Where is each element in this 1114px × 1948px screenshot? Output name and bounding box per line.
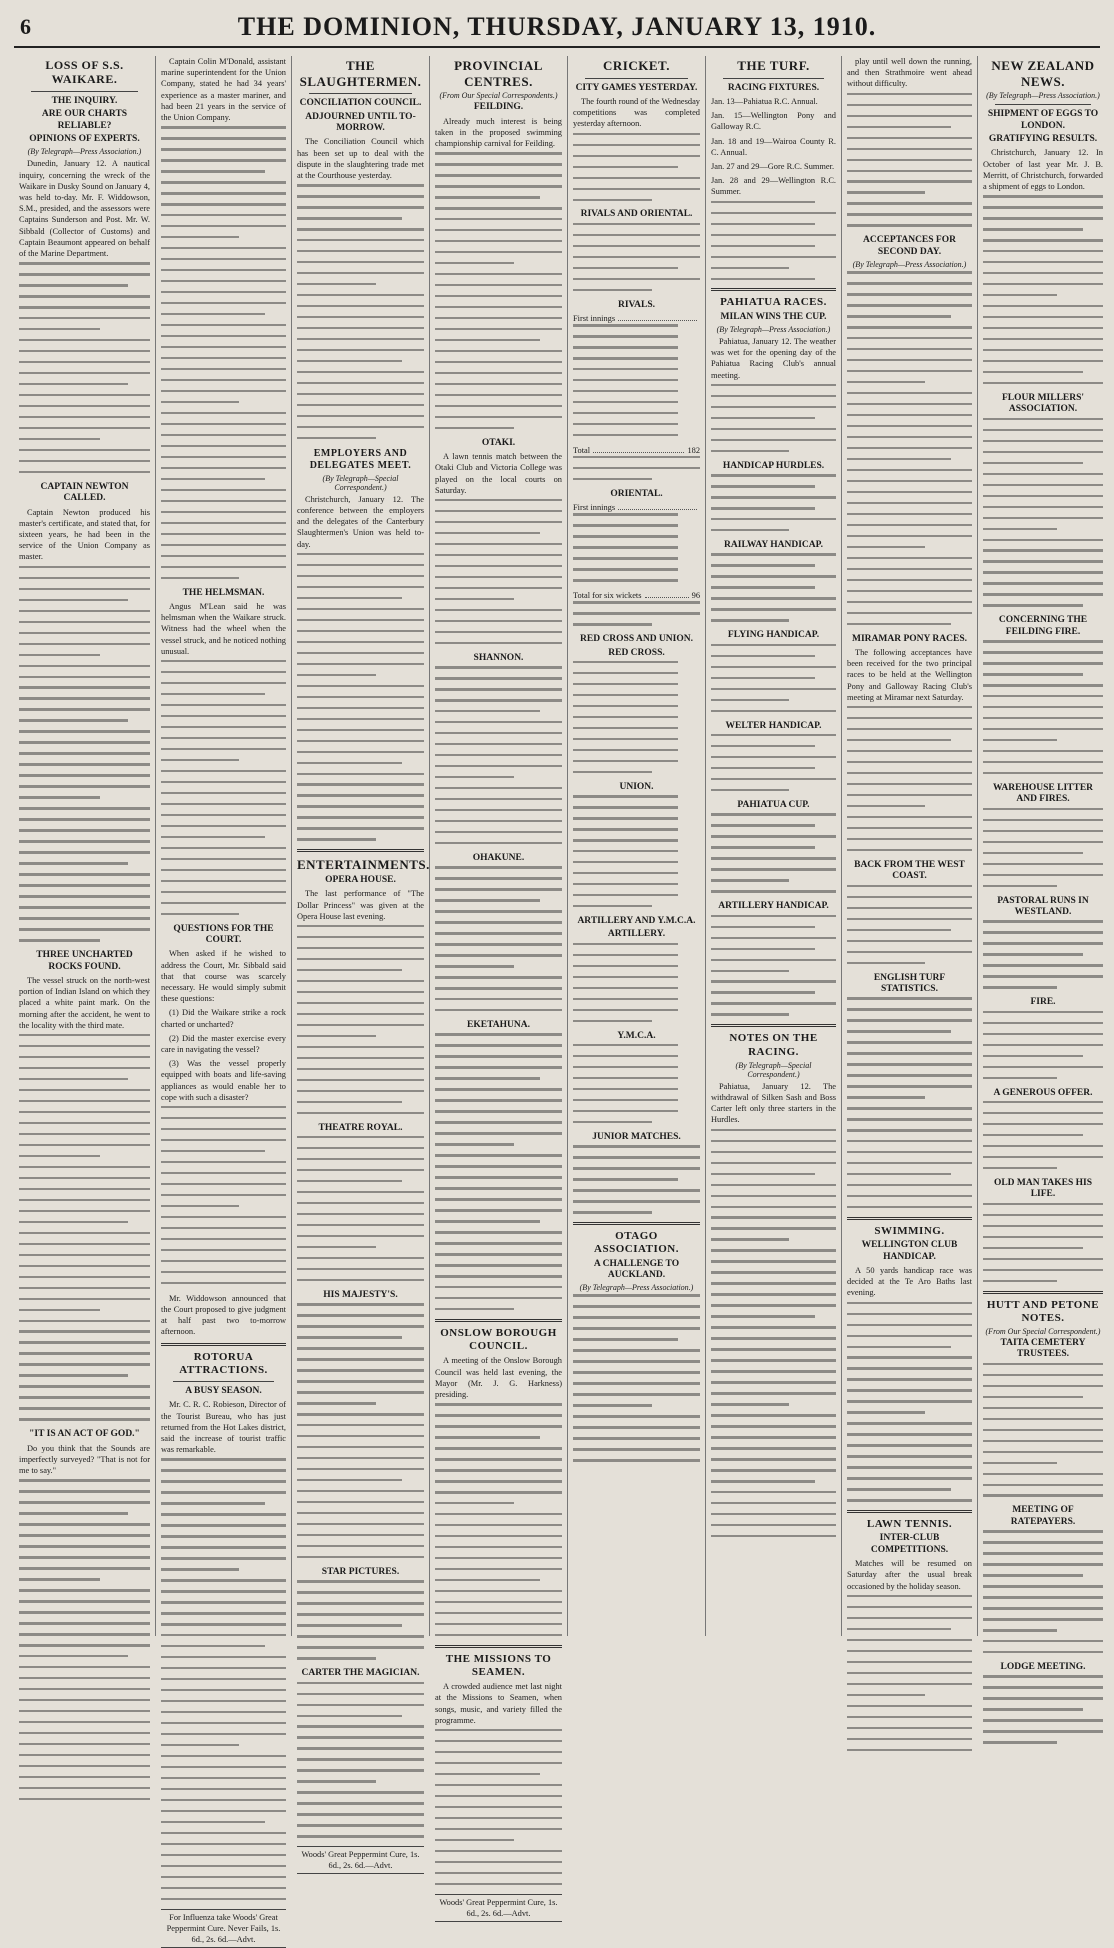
- article-subhead: ACCEPTANCES FOR SECOND DAY.: [863, 235, 956, 257]
- score-row: [573, 502, 700, 513]
- article-headline: ROTORUA ATTRACTIONS.: [179, 1350, 268, 1376]
- text-block: [161, 1106, 286, 1284]
- text-block: [847, 1595, 972, 1751]
- article-subhead: CAPTAIN NEWTON CALLED.: [40, 481, 129, 504]
- team-name: Y.M.C.A.: [617, 1030, 656, 1041]
- article-paragraph: Pahiatua, January 12. The weather was wet for the opening day of the Pahiatua Racing Club's annual meeting.: [711, 337, 836, 380]
- article-headline: THE SLAUGHTERMEN.: [299, 58, 422, 89]
- article-paragraph: Captain Newton produced his master's certificate, and stated that, for sixteen years, he had been in the service of the Union Company as master.: [19, 507, 150, 562]
- article-subhead: THEATRE ROYAL.: [318, 1122, 403, 1133]
- article-subhead: JUNIOR MATCHES.: [592, 1131, 681, 1142]
- article-subhead: RIVALS AND ORIENTAL.: [580, 209, 693, 220]
- article-subhead: MIRAMAR PONY RACES.: [852, 633, 967, 644]
- text-block: [19, 262, 150, 473]
- text-block: [435, 499, 562, 644]
- article-subhead: HIS MAJESTY'S.: [323, 1289, 398, 1300]
- column-8: [978, 56, 1108, 1673]
- article-subhead: OHAKUNE.: [472, 852, 525, 863]
- byline: (From Our Special Correspondents.): [439, 91, 558, 101]
- article-headline: CRICKET.: [603, 58, 670, 73]
- article-paragraph: The last performance of "The Dollar Princess" was given at the Opera House last evening.: [297, 889, 424, 921]
- article-headline: LAWN TENNIS.: [866, 1518, 953, 1531]
- byline: (By Telegraph—Press Association.): [716, 325, 831, 335]
- article-paragraph: A meeting of the Onslow Borough Council was held last evening, the Mayor (Mr. J. G. Harkness) presiding.: [435, 1356, 562, 1400]
- article-subhead: ARTILLERY AND Y.M.C.A.: [577, 916, 696, 926]
- byline: (From Our Special Correspondent.): [985, 1326, 1101, 1336]
- article-subhead: A CHALLENGE TO AUCKLAND.: [593, 1258, 680, 1280]
- article-subhead: A GENEROUS OFFER.: [993, 1087, 1093, 1098]
- team-name: UNION.: [619, 781, 654, 792]
- score-total-row: [573, 590, 700, 601]
- text-block: [847, 271, 972, 625]
- article-subhead: A BUSY SEASON.: [185, 1385, 262, 1396]
- innings-label: First innings: [573, 503, 616, 513]
- article-paragraph: The fourth round of the Wednesday competitions was completed yesterday afternoon.: [573, 96, 700, 129]
- article-subhead: SHANNON.: [473, 652, 524, 663]
- article-paragraph: Mr. Widdowson announced that the Court proposed to give judgment at half past two to-morrow afternoon.: [161, 1293, 286, 1337]
- text-block: [983, 1101, 1103, 1169]
- article-subhead: THE INQUIRY.: [51, 95, 118, 106]
- column-6: [706, 56, 842, 1636]
- column-4: [430, 56, 568, 1918]
- bowling-lines: [573, 601, 700, 625]
- race-title: ARTILLERY HANDICAP.: [718, 901, 829, 912]
- scorecard-lines: [573, 513, 700, 581]
- article-headline: PROVINCIAL CENTRES.: [454, 58, 543, 89]
- text-block: [983, 195, 1103, 384]
- race-title: PAHIATUA CUP.: [737, 799, 810, 810]
- text-block: [983, 1530, 1103, 1653]
- text-block: [847, 706, 972, 851]
- article-headline: ONSLOW BOROUGH COUNCIL.: [440, 1327, 557, 1353]
- article-subhead: FIRE.: [1030, 997, 1056, 1008]
- article-paragraph: A lawn tennis match between the Otaki Club and Victoria College was played on the local courts on Saturday.: [435, 452, 562, 495]
- article-subhead: CARTER THE MAGICIAN.: [301, 1668, 420, 1679]
- byline: (By Telegraph—Press Association.): [986, 91, 1100, 101]
- text-block: [573, 1294, 700, 1461]
- article-paragraph: Mr. C. R. C. Robieson, Director of the Tourist Bureau, who has just returned from the Hot Lakes district, said the increase of tourist traffic was remarkable.: [161, 1400, 286, 1455]
- article-subhead: OLD MAN TAKES HIS LIFE.: [993, 1177, 1093, 1200]
- article-subhead: MEETING OF RATEPAYERS.: [1010, 1505, 1076, 1527]
- text-block: [19, 566, 150, 942]
- article-headline: LOSS OF S.S. WAIKARE.: [45, 58, 124, 87]
- text-block: [983, 1203, 1103, 1282]
- race-results: [711, 553, 836, 621]
- masthead: [14, 12, 1100, 48]
- article-subhead: GRATIFYING RESULTS.: [988, 133, 1098, 144]
- text-block: [435, 152, 562, 429]
- newspaper-title: THE DOMINION, THURSDAY, JANUARY 13, 1910.: [237, 12, 877, 41]
- article-paragraph: A crowded audience met last night at the Missions to Seamen, when songs, music, and variety filled the programme.: [435, 1682, 562, 1725]
- article-subhead: INTER-CLUB COMPETITIONS.: [870, 1533, 949, 1555]
- race-title: WELTER HANDICAP.: [725, 720, 822, 731]
- article-subhead: BACK FROM THE WEST COAST.: [854, 859, 965, 882]
- article-paragraph: Do you think that the Sounds are imperfectly surveyed? "That is not for me to say.": [19, 1443, 150, 1476]
- article-headline: SWIMMING.: [874, 1224, 945, 1237]
- byline: (By Telegraph—Press Association.): [27, 147, 142, 157]
- score-total-row: [573, 445, 700, 456]
- innings-label: First innings: [573, 314, 616, 324]
- article-paragraph: The vessel struck on the north-west portion of Indian Island on which they placed a white paint mark. On the morning after the accident, he went to the locality with the third mate.: [19, 975, 150, 1030]
- article-subhead: OPINIONS OF EXPERTS.: [29, 133, 140, 144]
- score-row: [573, 313, 700, 324]
- total-label: Total: [573, 445, 591, 455]
- text-block: [161, 126, 286, 579]
- article-subhead: STAR PICTURES.: [321, 1566, 400, 1577]
- scorecard-lines: [573, 795, 700, 907]
- text-block: [435, 1729, 562, 1885]
- text-block: [983, 640, 1103, 774]
- team-name: RIVALS.: [617, 299, 656, 310]
- team-name: ORIENTAL.: [610, 488, 663, 499]
- byline: (By Telegraph—Press Association.): [852, 260, 967, 270]
- article-paragraph: Already much interest is being taken in the proposed swimming championship carnival for Feilding.: [435, 116, 562, 148]
- text-block: [297, 925, 424, 1114]
- text-block: [983, 1363, 1103, 1497]
- article-paragraph: Matches will be resumed on Saturday after the usual break occasioned by the holiday season.: [847, 1559, 972, 1591]
- article-headline: THE MISSIONS TO SEAMEN.: [445, 1652, 552, 1679]
- article-subhead: SHIPMENT OF EGGS TO LONDON.: [987, 109, 1099, 131]
- text-block: [19, 1479, 150, 1800]
- advertisement: Woods' Great Peppermint Cure, 1s. 6d., 2s. 6d.—Advt.: [435, 1894, 562, 1922]
- article-subhead: FLOUR MILLERS' ASSOCIATION.: [1001, 392, 1085, 415]
- fixture-lines: [711, 201, 836, 280]
- text-block: [161, 1458, 286, 1900]
- article-headline: PAHIATUA RACES.: [720, 296, 827, 309]
- column-5: [568, 56, 706, 1636]
- article-subhead: PASTORAL RUNS IN WESTLAND.: [997, 895, 1089, 918]
- text-block: [573, 133, 700, 201]
- race-results: [711, 915, 836, 1016]
- article-subhead: MILAN WINS THE CUP.: [720, 311, 827, 322]
- text-block: [161, 660, 286, 915]
- article-subhead: LODGE MEETING.: [1000, 1662, 1086, 1673]
- article-subhead: FEILDING.: [473, 102, 524, 113]
- text-block: [297, 1580, 424, 1659]
- article-paragraph: Dunedin, January 12. A nautical inquiry, concerning the wreck of the Waikare in Dusky Sound on January 4, was held to-day. Mr. F. Widdowson, S.M., presided, and the assessors were Captains Sunderson and Post. Mr. W. Sibbald (Collector of Customs) and Captain Beaumont appeared on behalf of the Marine Department.: [19, 159, 150, 258]
- article-subhead: ARE OUR CHARTS RELIABLE?: [41, 109, 128, 131]
- byline: (By Telegraph—Special Correspondent.): [322, 473, 399, 492]
- article-subhead: CONCILIATION COUNCIL.: [299, 98, 422, 109]
- article-headline: THE TURF.: [737, 58, 810, 73]
- text-block: [19, 1034, 150, 1421]
- question-item: (2) Did the master exercise every care in navigating the vessel?: [161, 1033, 286, 1054]
- article-subhead: OTAKI.: [481, 437, 516, 448]
- text-block: [435, 666, 562, 844]
- article-headline: OTAGO ASSOCIATION.: [594, 1230, 679, 1256]
- article-subhead: WELLINGTON CLUB HANDICAP.: [861, 1240, 958, 1262]
- article-subhead: "IT IS AN ACT OF GOD.": [29, 1429, 140, 1440]
- race-results: [711, 644, 836, 712]
- total-value: 96: [691, 591, 700, 601]
- text-block: [711, 384, 836, 452]
- text-block: [847, 997, 972, 1208]
- article-subhead: TAITA CEMETERY TRUSTEES.: [1000, 1337, 1086, 1360]
- text-block: [297, 184, 424, 439]
- columns: [14, 56, 1103, 1944]
- article-subhead: THE HELMSMAN.: [182, 587, 265, 598]
- article-subhead: EKETAHUNA.: [467, 1020, 530, 1031]
- article-headline: EMPLOYERS AND DELEGATES MEET.: [309, 447, 412, 471]
- text-block: [983, 920, 1103, 988]
- advertisement: For Influenza take Woods' Great Peppermint Cure. Never Fails, 1s. 6d., 2s. 6d.—Advt.: [161, 1909, 286, 1948]
- question-item: (3) Was the vessel properly equipped with boats and life-saving appliances as would enable her to cope with such a disaster?: [161, 1059, 286, 1102]
- text-block: [573, 223, 700, 291]
- team-name: RED CROSS.: [608, 647, 665, 658]
- article-headline: NEW ZEALAND NEWS.: [991, 58, 1095, 89]
- text-block: [983, 808, 1103, 887]
- fixture-item: Jan. 13—Pahiatua R.C. Annual.: [711, 96, 818, 106]
- fixture-item: Jan. 18 and 19—Wairoa County R. C. Annual.: [711, 136, 836, 157]
- total-label: Total for six wickets: [573, 591, 642, 601]
- article-subhead: CITY GAMES YESTERDAY.: [575, 82, 698, 93]
- race-title: HANDICAP HURDLES.: [722, 460, 825, 471]
- article-paragraph: Christchurch, January 12. In October of last year Mr. J. B. Merritt, of Christchurch, forwarded a shipment of eggs to London.: [983, 148, 1103, 191]
- fixture-item: Jan. 27 and 29—Gore R.C. Summer.: [711, 162, 835, 171]
- article-paragraph: The following acceptances have been received for the two principal races to be held at the Wellington Pony and Galloway Racing Club's meeting at Miramar next Saturday.: [847, 648, 972, 702]
- total-value: 182: [687, 445, 700, 455]
- article-subhead: RACING FIXTURES.: [727, 82, 820, 93]
- fixture-item: Jan. 15—Wellington Pony and Galloway R.C.: [711, 111, 836, 132]
- column-1: [14, 56, 156, 1636]
- text-block: [847, 93, 972, 227]
- race-results: [711, 813, 836, 892]
- text-block: [297, 553, 424, 841]
- article-subhead: THREE UNCHARTED ROCKS FOUND.: [36, 950, 133, 972]
- race-title: FLYING HANDICAP.: [727, 630, 820, 641]
- article-subhead: WAREHOUSE LITTER AND FIRES.: [992, 782, 1094, 805]
- article-paragraph: Angus M'Lean said he was helmsman when the Waikare struck. Witness had the wheel when the vessel struck, and he noticed nothing unusual.: [161, 601, 286, 656]
- article-subhead: QUESTIONS FOR THE COURT.: [173, 923, 274, 945]
- text-block: [847, 1302, 972, 1502]
- text-block: [435, 866, 562, 1011]
- question-item: (1) Did the Waikare strike a rock charted or uncharted?: [161, 1008, 286, 1029]
- text-block: [297, 1136, 424, 1281]
- text-block: [435, 1033, 562, 1310]
- text-block: [847, 885, 972, 964]
- article-paragraph: Captain Colin M'Donald, assistant marine superintendent for the Union Company, stated he had 34 years' experience as a master mariner, and had been 21 years in the service of the Union Company.: [161, 57, 286, 123]
- article-headline: HUTT AND PETONE NOTES.: [986, 1298, 1100, 1324]
- article-paragraph: A 50 yards handicap race was decided at the Te Aro Baths last evening.: [847, 1265, 972, 1298]
- text-block: [297, 1682, 424, 1838]
- scorecard-lines: [573, 1044, 700, 1123]
- text-block: [983, 1675, 1103, 1743]
- text-block: [435, 1403, 562, 1636]
- column-7: [842, 56, 978, 1636]
- article-paragraph: Christchurch, January 12. The conference between the employers and the delegates of the Canterbury Slaughtermen's Union was held to-day.: [297, 494, 424, 549]
- text-block: [711, 1129, 836, 1538]
- byline: (By Telegraph—Special Correspondent.): [735, 1060, 812, 1079]
- article-paragraph: Pahiatua, January 12. The withdrawal of Silken Sash and Boss Carter left only three starters in the Hurdles.: [711, 1081, 836, 1125]
- column-2: [156, 56, 292, 1944]
- article-subhead: OPERA HOUSE.: [325, 874, 396, 885]
- race-results: [711, 734, 836, 791]
- text-block: [573, 1145, 700, 1213]
- advertisement: Woods' Great Peppermint Cure, 1s. 6d., 2s. 6d.—Advt.: [297, 1846, 424, 1874]
- race-results: [711, 474, 836, 531]
- article-subhead: ENGLISH TURF STATISTICS.: [873, 972, 946, 994]
- fixture-item: Jan. 28 and 29—Wellington R.C. Summer.: [711, 176, 836, 197]
- article-paragraph: play until well down the running, and then Strathmoire went ahead without difficulty.: [847, 57, 972, 89]
- article-paragraph: When asked if he wished to address the Court, Mr. Sibbald said that that course was scarcely necessary. He would simply submit these questions:: [161, 949, 286, 1004]
- page-number: 6: [20, 14, 31, 39]
- article-subhead: RED CROSS AND UNION.: [580, 634, 693, 645]
- article-headline: NOTES ON THE RACING.: [729, 1032, 818, 1058]
- article-paragraph: The Conciliation Council which has been set up to deal with the dispute in the slaughtering trade met at the Courthouse yesterday.: [297, 137, 424, 180]
- bowling-lines: [573, 456, 700, 480]
- scorecard-lines: [573, 661, 700, 773]
- text-block: [983, 418, 1103, 607]
- text-block: [983, 1011, 1103, 1079]
- article-subhead: CONCERNING THE FEILDING FIRE.: [998, 615, 1088, 637]
- text-block: [297, 1303, 424, 1558]
- article-headline: ENTERTAINMENTS.: [297, 857, 430, 873]
- scorecard-lines: [573, 943, 700, 1022]
- race-title: RAILWAY HANDICAP.: [724, 540, 823, 551]
- team-name: ARTILLERY.: [607, 929, 666, 940]
- byline: (By Telegraph—Press Association.): [579, 1283, 694, 1293]
- column-3: [292, 56, 430, 1871]
- scorecard-lines: [573, 324, 700, 436]
- article-subhead: ADJOURNED UNTIL TO-MORROW.: [305, 111, 416, 133]
